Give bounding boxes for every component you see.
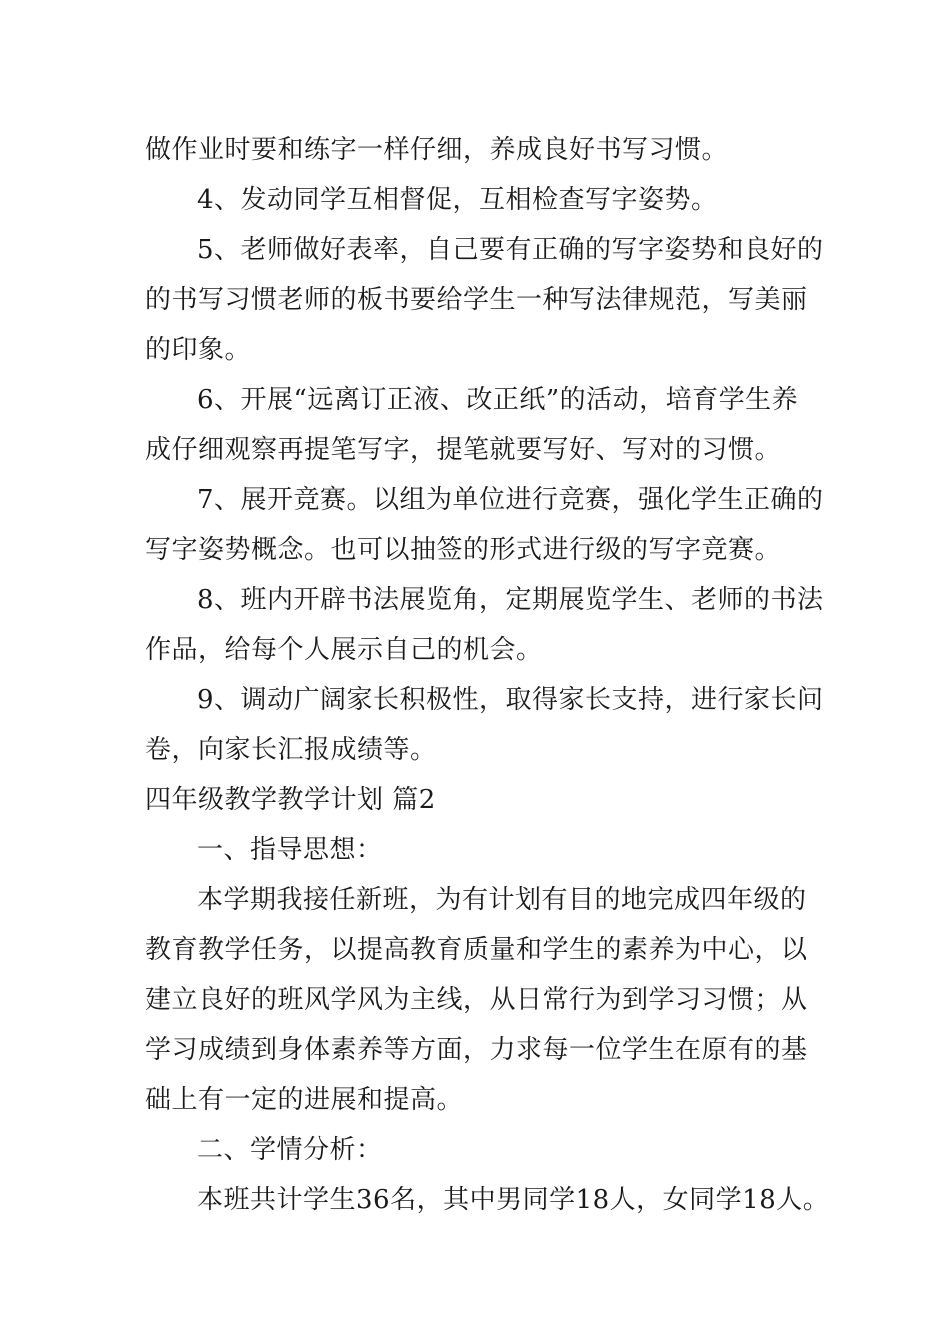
text-line: 础上有一定的进展和提高。 [145, 1085, 464, 1115]
text-line: 9、调动广阔家长积极性，取得家长支持，进行家长问 [197, 685, 824, 715]
text-line: 8、班内开辟书法展览角，定期展览学生、老师的书法 [197, 585, 824, 615]
text-line: 学习成绩到身体素养等方面，力求每一位学生在原有的基 [145, 1035, 808, 1065]
text-line: 6、开展“远离订正液、改正纸”的活动，培育学生养 [197, 385, 799, 415]
text-line: 的印象。 [145, 335, 252, 365]
text-line: 7、展开竞赛。以组为单位进行竞赛，强化学生正确的 [197, 485, 824, 515]
text-line: 卷，向家长汇报成绩等。 [145, 735, 437, 765]
text-line: 写字姿势概念。也可以抽签的形式进行级的写字竞赛。 [145, 535, 782, 565]
text-line: 作品，给每个人展示自己的机会。 [145, 635, 543, 665]
text-line: 本班共计学生36名，其中男同学18人，女同学18人。 [197, 1185, 830, 1215]
text-line: 建立良好的班风学风为主线，从日常行为到学习习惯；从 [145, 985, 808, 1015]
text-line: 做作业时要和练字一样仔细，养成良好书写习惯。 [145, 135, 729, 165]
text-line: 成仔细观察再提笔写字，提笔就要写好、写对的习惯。 [145, 435, 782, 465]
text-line: 本学期我接任新班，为有计划有目的地完成四年级的 [197, 885, 807, 915]
text-line: 4、发动同学互相督促，互相检查写字姿势。 [197, 185, 718, 215]
text-line: 的书写习惯老师的板书要给学生一种写法律规范，写美丽 [145, 285, 808, 315]
section-heading: 四年级教学教学计划 篇2 [145, 785, 436, 815]
subsection-heading: 一、指导思想： [197, 835, 383, 865]
text-line: 教育教学任务，以提高教育质量和学生的素养为中心，以 [145, 935, 808, 965]
subsection-heading: 二、学情分析： [197, 1135, 383, 1165]
text-line: 5、老师做好表率，自己要有正确的写字姿势和良好的 [197, 235, 824, 265]
